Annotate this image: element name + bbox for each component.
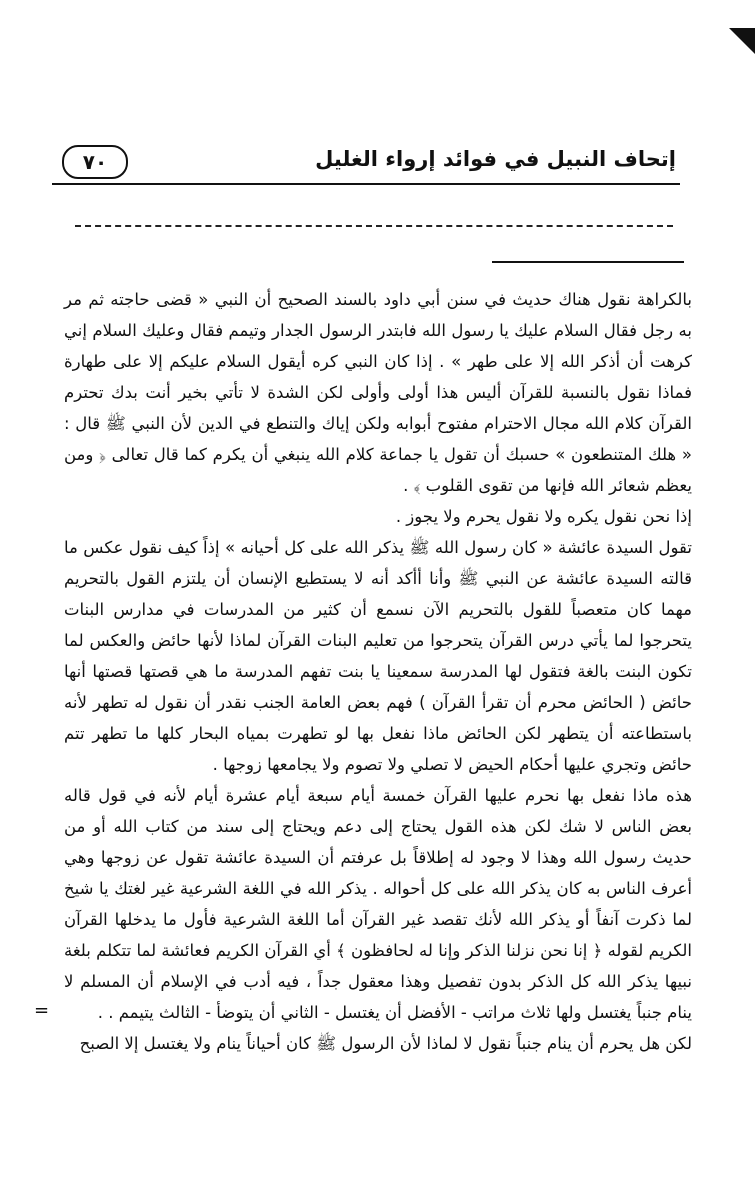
page-corner-mark xyxy=(729,28,755,54)
paragraph-1: بالكراهة نقول هناك حديث في سنن أبي داود بالسند الصحيح أن النبي « قضى حاجته ثم مر به رجل فقال السلام عليك يا رسول الله فابتدر الرسول الجدار وتيمم فقال وعليك السلام إني كرهت أن أذكر الله إلا على طهر » . إذا كان النبي كره أيقول السلام عليكم إلا على طهارة فماذا نقول بالنسبة للقرآن أليس هذا أولى وأولى لكن الشدة لا تأتي بخير أنت بدك تحترم القرآن كلام الله مجال الاحترام مفتوح أبوابه ولكن إياك والتنطع في الدين لأن النبي ﷺ قال : « هلك المتنطعون » حسبك أن تقول يا جماعة كلام الله ينبغي أن يكرم كما قال تعالى ﴿ ومن يعظم شعائر الله فإنها من تقوى القلوب ﴾ . xyxy=(64,290,692,495)
book-title: إتحاف النبيل في فوائد إرواء الغليل xyxy=(315,147,676,171)
paragraph-3: تقول السيدة عائشة « كان رسول الله ﷺ يذكر الله على كل أحيانه » إذاً كيف نقول عكس ما قالته السيدة عائشة عن النبي ﷺ وأنا أأكد أنه لا يستطيع الإنسان أن يلتزم القول بالتحريم مهما كان متعصباً للقول بالتحريم الآن نسمع أن كثير من المدرسات في مدارس البنات يتحرجوا لما يأتي درس القرآن يتحرجوا من تعليم البنات القرآن لماذا لأنها حائض والعكس لما تكون البنت بالغة فتقول لها المدرسة سمعينا يا بنت تفهم المدرسة ما هي قصتها قصتها أنها حائض ( الحائض محرم أن تقرأ القرآن ) فهم بعض العامة الجنب نقدر أن نقول له تطهر لأنه باستطاعته أن يتطهر لكن الحائض ماذا نفعل بها لو تطهرت بمياه البحار كلها ما تطهر تتم حائض وتجري عليها أحكام الحيض لا تصلي ولا تصوم ولا يجامعها زوجها . xyxy=(64,538,692,774)
page-number: ٧٠ xyxy=(82,150,108,174)
solid-divider xyxy=(492,261,684,263)
page-header xyxy=(52,145,680,185)
page-number-badge xyxy=(62,145,128,179)
dashed-divider xyxy=(75,225,673,227)
body-text xyxy=(64,284,692,1059)
paragraph-4: هذه ماذا نفعل بها نحرم عليها القرآن خمسة أيام سبعة أيام عشرة أيام لأنه في قول قاله بعض الناس لا شك لكن هذه القول يحتاج إلى دعم ويحتاج إلى سند من كتاب الله أو من حديث رسول الله وهذا لا وجود له إطلاقاً بل عرفتم أن السيدة عائشة تقول عن زوجها وهي أعرف الناس به كان يذكر الله على كل أحواله . يذكر الله في اللغة الشرعية غير لغتك يا شيخ لما ذكرت آنفاً أو يذكر الله لأنك تقصد غير القرآن أما اللغة الشرعية فأول ما يدخلها القرآن الكريم لقوله ﴿ إنا نحن نزلنا الذكر وإنا له لحافظون ﴾ أي القرآن الكريم فعائشة لما تتكلم بلغة نبيها يذكر الله كل الذكر بدون تفصيل وهذا معقول جداً ، فيه أدب في الإسلام أن المسلم لا ينام جنباً يغتسل ولها ثلاث مراتب - الأفضل أن يغتسل - الثاني أن يتوضأ - الثالث يتيمم . . xyxy=(64,786,692,1022)
paragraph-5: لكن هل يحرم أن ينام جنباً نقول لا لماذا لأن الرسول ﷺ كان أحياناً ينام ولا يغتسل إلا الصبح xyxy=(79,1034,692,1053)
paragraph-2: إذا نحن نقول يكره ولا نقول يحرم ولا يجوز . xyxy=(395,507,692,526)
continuation-mark: = xyxy=(34,1000,50,1021)
